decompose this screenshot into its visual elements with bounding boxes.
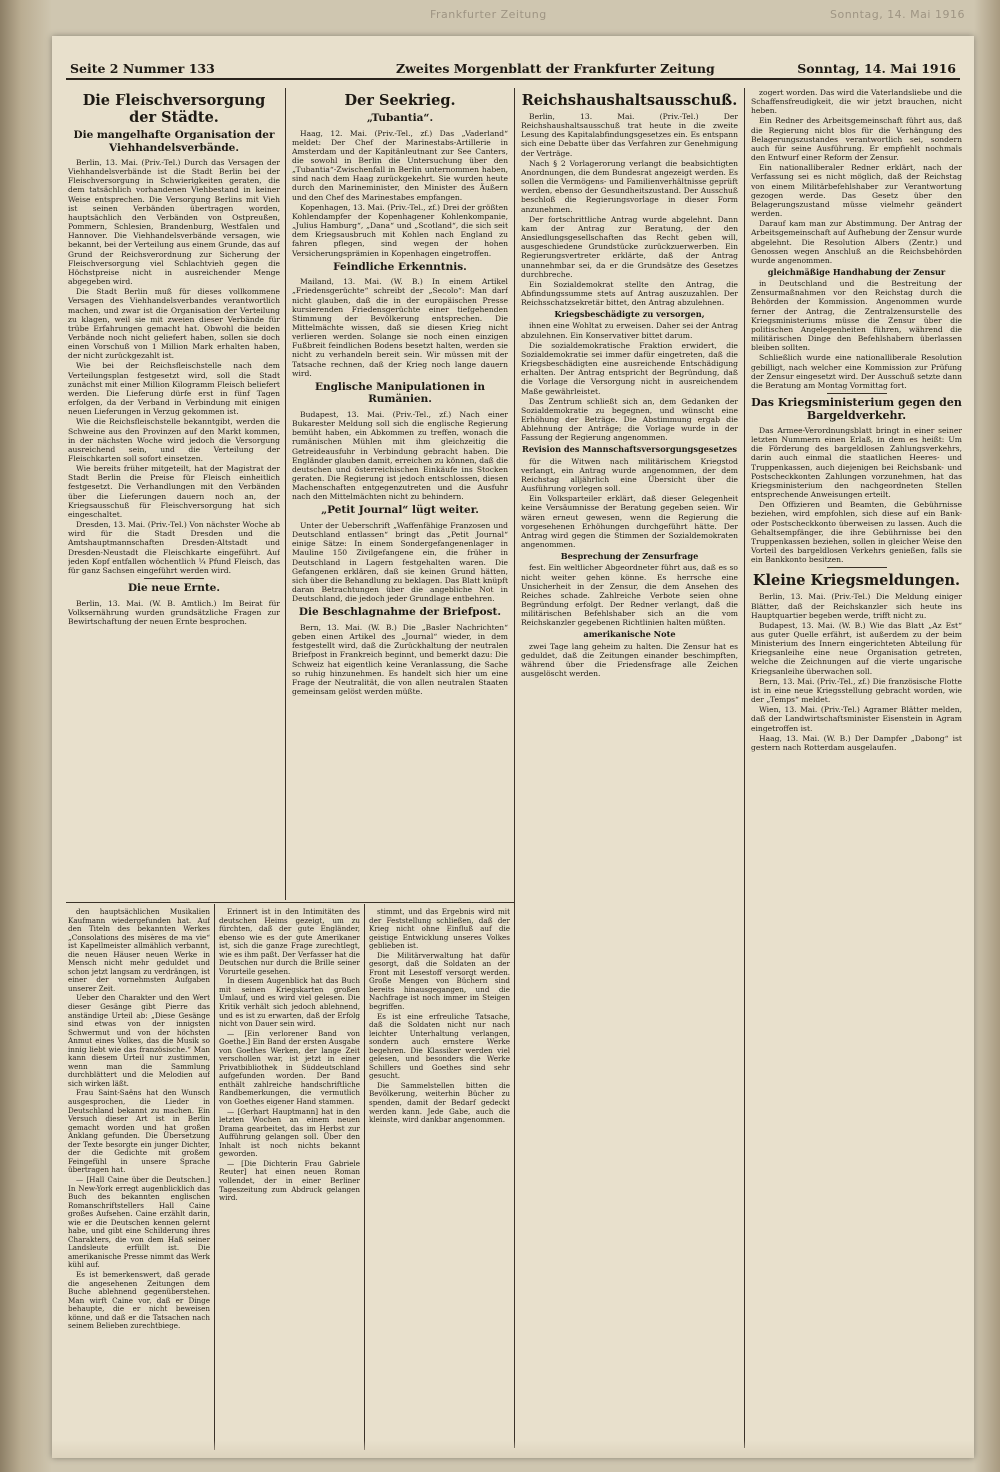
column-rule bbox=[364, 904, 365, 1450]
paragraph: — [Gerhart Hauptmann] hat in den letzten Wochen an einem neuen Drama gearbeitet, das im Herbst zur Aufführung gelangen soll. Über den Inhalt ist noch nichts bekannt geworden. bbox=[219, 1106, 360, 1159]
paragraph: Mailand, 13. Mai. (W. B.) In einem Artikel „Friedensgerüchte“ schreibt der „Secolo“: Man darf nicht glauben, daß die in der europäischen Presse kursierenden Friedensgerüchte einer tiefgehenden Stimmung der Bevölkerung entsprechen. Die Mittelmächte wissen, daß sie diesen Krieg nicht verlieren werden. Solange sie noch einen einzigen Fußbreit feindlichen Bodens besetzt halten, werden sie nicht zu verhandeln bereit sein. Wir müssen mit der Tatsache rechnen, daß der Krieg noch lange dauern wird. bbox=[292, 277, 508, 378]
paragraph: Berlin, 13. Mai. (Priv.-Tel.) Durch das Versagen der Viehhandelsverbände ist die Stadt Berlin bei der Fleischversorgung in Schwierigkeiten geraten, die dem tatsächlich vorhandenen Viehbestand in keiner Weise entsprechen. Die Versorgung Berlins mit Vieh ist seinen Verbänden übertragen worden, hauptsächlich den Verbänden von Ostpreußen, Pommern, Schlesien, Brandenburg, Westfalen und Hannover. Die Viehhandelsverbände versagen, wie bekannt, bei der Verteilung aus einem Grunde, das auf Grund der Reichsverordnung zur Sicherung der Fleischversorgung viel Schlachtvieh gegen die Höchstpreise nicht in ausreichender Menge abgegeben wird. bbox=[68, 158, 280, 287]
paragraph: Frau Saint-Saëns hat den Wunsch ausgesprochen, die Lieder in Deutschland bekannt zu machen. Ein Versuch dieser Art ist in Berlin gemacht worden und hat großen Anklang gefunden. Die Übersetzung der Texte besorgte ein junger Dichter, der die Gedichte mit großem Feingefühl in unsere Sprache übertragen hat. bbox=[68, 1088, 210, 1175]
section-heading: gleichmäßige Handhabung der Zensur bbox=[767, 266, 946, 277]
article-subhead: „Tubantia“. bbox=[366, 112, 434, 124]
separator bbox=[827, 393, 887, 394]
paragraph: Ein Volksparteiler erklärt, daß dieser Gelegenheit keine Versäumnisse der Beratung gegeben seien. Wir wären erneut gewesen, wenn die Regierung die vorgesehenen Erhöhungen durchgeführt hätte. Der Antrag wird gegen die Stimmen der Sozialdemokraten angenommen. bbox=[521, 494, 738, 550]
article-subhead: „Petit Journal“ lügt weiter. bbox=[321, 504, 479, 517]
paragraph: Berlin, 13. Mai. (W. B. Amtlich.) Im Beirat für Volksernährung wurden grundsätzliche Fragen zur Bewirtschaftung der neuen Ernte besprochen. bbox=[68, 598, 280, 626]
paragraph: — [Die Dichterin Frau Gabriele Reuter] hat einen neuen Roman vollendet, der in einer Berliner Tageszeitung zum Abdruck gelangen wird. bbox=[219, 1158, 360, 1203]
feuilleton-column-a bbox=[68, 908, 210, 1450]
newspaper-page bbox=[52, 36, 974, 1458]
column-rule bbox=[514, 88, 515, 1448]
paragraph: Ueber den Charakter und den Wert dieser Gesänge gibt Pierre das anständige Urteil ab: „Diese Gesänge sind etwas von der innigsten Schwermut und von der höchsten Anmut eines Volkes, das die Musik so innig liebt wie das französische.“ Man kann diesem Urteil nur zustimmen, wenn man die Sammlung durchblättert und die Melodien auf sich wirken läßt. bbox=[68, 993, 210, 1088]
paragraph: Die Militärverwaltung hat dafür gesorgt, daß die Soldaten an der Front mit Lesestoff versorgt werden. Große Mengen von Büchern sind bereits hinausgegangen, und die Nachfrage ist noch immer im Steigen begriffen. bbox=[369, 950, 510, 1012]
paragraph: Ein Sozialdemokrat stellte den Antrag, die Abfindungssumme stets auf Antrag auszuzahlen. Der Reichsschatzsekretär bittet, den Antrag abzulehnen. bbox=[521, 279, 738, 308]
section-heading: amerikanische Note bbox=[583, 629, 676, 640]
paragraph: fest. Ein weltlicher Abgeordneter führt aus, daß es so nicht weiter gehen könne. Es herrsche eine Unsicherheit in der Zensur, die dem Ansehen des Reiches schade. Zahlreiche Verbote seien ohne Begründung erfolgt. Der Redner verlangt, daß die militärischen Befehlshaber sich an die vom Reichskanzler gegebenen Richtlinien halten müßten. bbox=[521, 563, 738, 628]
paragraph: Wie die Reichsfleischstelle bekanntgibt, werden die Schweine aus den Provinzen auf den Markt kommen, in der nächsten Woche wird jedoch die Versorgung ausreichend sein, und die Verteilung der Fleischkarten soll sofort einsetzen. bbox=[68, 417, 280, 463]
article-subhead: Feindliche Erkenntnis. bbox=[333, 260, 467, 273]
article-subhead: Die neue Ernte. bbox=[127, 582, 221, 595]
separator bbox=[827, 567, 887, 568]
paragraph: Berlin, 13. Mai. (Priv.-Tel.) Die Meldung einiger Blätter, daß der Reichskanzler sich heute ins Hauptquartier begeben werde, trifft nicht zu. bbox=[751, 592, 962, 620]
paragraph: ihnen eine Wohltat zu erweisen. Daher sei der Antrag abzulehnen. Ein Konservativer bittet darum. bbox=[521, 321, 738, 340]
paragraph: Budapest, 13. Mai. (W. B.) Wie das Blatt „Az Est“ aus guter Quelle erfährt, ist außerdem zu der beim Ministerium des Innern eingerichteten Abteilung für Kriegsanleihe eine neue Organisation getreten, welche die Zeichnungen auf die vierte ungarische Kriegsanleihe überwachen soll. bbox=[751, 620, 962, 676]
paragraph: Darauf kam man zur Abstimmung. Der Antrag der Arbeitsgemeinschaft auf Aufhebung der Zensur wurde abgelehnt. Die Resolution Albers (Zentr.) und Genossen wegen Anschluß an die Reichsbehörden wurde angenommen. bbox=[751, 219, 962, 265]
paragraph: Das Zentrum schließt sich an, dem Gedanken der Sozialdemokratie zu begegnen, und wünscht eine Erhöhung der Beträge. Die Abstimmung ergab die Ablehnung der Anträge; die Vorlage wurde in der Fassung der Regierung angenommen. bbox=[521, 396, 738, 443]
section-heading: Besprechung der Zensurfrage bbox=[560, 551, 699, 562]
section-heading: Kriegsbeschädigte zu versorgen, bbox=[554, 309, 705, 320]
paragraph: Haag, 12. Mai. (Priv.-Tel., zf.) Das „Vaderland“ meldet: Der Chef der Marinestabs-Artillerie in Amsterdam und der Kapitänleutnant zur See Canters, die sowohl in Berlin die Untersuchung über den „Tubantia“-Zwischenfall in Berlin unternommen haben, sind nach dem Haag zurückgekehrt. Sie wurden heute durch den Marineminister, den Minister des Äußern und den Chef des Marinestabes empfangen. bbox=[292, 128, 508, 202]
article-subhead: Englische Manipulationen in Rumänien. bbox=[314, 380, 486, 406]
article-subhead: Die Beschlagnahme der Briefpost. bbox=[298, 606, 502, 619]
paragraph: den hauptsächlichen Musikalien Kaufmann wiedergefunden hat. Auf den Titeln des bekannten Werkes „Consolations des misères de ma vie“ ist Kapellmeister allmählich verbannt, die neuen Häuser neuen Werke in Mensch nicht mehr geduldet und schon jetzt langsam zu verdrängen, ist einer der vornehmsten Aufgaben unserer Zeit. bbox=[68, 908, 210, 993]
column-2 bbox=[292, 88, 508, 900]
page-header bbox=[66, 58, 960, 80]
masthead: Zweites Morgenblatt der Frankfurter Zeitung bbox=[396, 61, 715, 76]
column-4 bbox=[751, 88, 962, 1448]
page-edge bbox=[974, 0, 1000, 1472]
paragraph: Dresden, 13. Mai. (Priv.-Tel.) Von nächster Woche ab wird für die Stadt Dresden und die Amtshauptmannschaften Dresden-Altstadt und Dresden-Neustadt die Fleischkarte eingeführt. Auf jeden Kopf entfallen wöchentlich ¼ Pfund Fleisch, das für ganz Sachsen eingeführt werden wird. bbox=[68, 520, 280, 575]
feuilleton-column-b bbox=[219, 908, 360, 1450]
article-headline: Das Kriegsministerium gegen den Bargeldverkehr. bbox=[751, 396, 962, 422]
paragraph: für die Witwen nach militärischem Kriegstod verlangt, ein Antrag wurde angenommen, der dem Reichstag alljährlich eine Übersicht über die Ausführung vorlegen soll. bbox=[521, 456, 738, 494]
paragraph: In diesem Augenblick hat das Buch mit seinen Kriegskarten großen Umlauf, und es wird viel gelesen. Die Kritik verhält sich jedoch ablehnend, und es ist zu erwarten, daß der Erfolg nicht von Dauer sein wird. bbox=[219, 976, 360, 1029]
paragraph: Wie bei der Reichsfleischstelle nach dem Verteilungsplan festgesetzt wird, soll die Stadt zunächst mit einer Million Kilogramm Fleisch beliefert werden. Die Lieferung dürfe erst in fünf Tagen erfolgen, da der Verband in Verbindung mit einigen neuen Lieferungen in Verzug gekommen ist. bbox=[68, 361, 280, 417]
paragraph: Es ist eine erfreuliche Tatsache, daß die Soldaten nicht nur nach leichter Unterhaltung verlangen, sondern auch ernstere Werke begehren. Die Klassiker werden viel gelesen, und besonders die Werke Schillers und Goethes sind sehr gesucht. bbox=[369, 1011, 510, 1081]
paragraph: Wie bereits früher mitgeteilt, hat der Magistrat der Stadt Berlin die Preise für Fleisch einheitlich festgesetzt. Die Verhandlungen mit den Verbänden über die Lieferungen dauern noch an, der Kriegsausschuß für Fleischversorgung hat sich eingeschaltet. bbox=[68, 464, 280, 519]
paragraph: Die sozialdemokratische Fraktion erwidert, die Sozialdemokratie sei immer dafür eingetreten, daß die Kriegsbeschädigten eine ausreichende Entschädigung erhalten. Der Antrag entspricht der Begründung, daß die Vorlage die Versorgung nicht in ausreichendem Maße gewährleistet. bbox=[521, 340, 738, 396]
library-stamp-left: Frankfurter Zeitung bbox=[430, 8, 547, 21]
column-3 bbox=[521, 88, 738, 1448]
paragraph: Bern, 13. Mai. (W. B.) Die „Basler Nachrichten“ geben einen Artikel des „Journal“ wieder, in dem festgestellt wird, daß die Zurückhaltung der neutralen Briefpost in Frankreich beginnt, und bemerkt dazu: Die Schweiz hat eigentlich keine Veranlassung, die Sache so ruhig hinzunehmen. Es handelt sich hier um eine Frage der Neutralität, die von allen neutralen Staaten gemeinsam gelöst werden müßte. bbox=[292, 622, 508, 696]
paragraph: Kopenhagen, 13. Mai. (Priv.-Tel., zf.) Drei der größten Kohlendampfer der Kopenhagener Kohlenkompanie, „Julius Hamburg“, „Dana“ und „Scotland“, die sich seit dem Kriegsausbruch mit Kohlen nach England zu fahren pflegen, sind wegen der hohen Versicherungsprämien in Kopenhagen eingetroffen. bbox=[292, 202, 508, 258]
article-headline: Kleine Kriegsmeldungen. bbox=[752, 572, 961, 590]
feuilleton-rule bbox=[66, 902, 514, 903]
paragraph: Unter der Ueberschrift „Waffenfähige Franzosen und Deutschland entlassen“ bringt das „Petit Journal“ einige Sätze: In einem Sondergefangenenlager in Mauline 150 Zivilgefangene ein, die früher in Deutschland in Lagern festgehalten waren. Die Gefangenen erklären, daß sie keinen Grund hätten, sich über die Behandlung zu beklagen. Das Blatt knüpft daran Betrachtungen über die angebliche Not in Deutschland, die jedoch jeder Grundlage entbehren. bbox=[292, 520, 508, 604]
paragraph: Der fortschrittliche Antrag wurde abgelehnt. Dann kam der Antrag zur Beratung, der den Ansiedlungsgesellschaften das Recht geben will, ausgeschiedene Grundstücke zurückzuerwerben. Ein Regierungsvertreter erklärte, daß der Antrag unannehmbar sei, da er die Grundsätze des Gesetzes durchbreche. bbox=[521, 214, 738, 279]
article-headline: Die Fleischversorgung der Städte. bbox=[82, 92, 266, 126]
column-1 bbox=[68, 88, 280, 900]
paragraph: Bern, 13. Mai. (Priv.-Tel., zf.) Die französische Flotte ist in eine neue Kriegsstellung gebracht worden, wie der „Temps“ meldet. bbox=[751, 676, 962, 705]
separator bbox=[144, 578, 204, 579]
article-headline: Reichshaushaltsausschuß. bbox=[521, 92, 738, 109]
paragraph: Erinnert ist in den Intimitäten des deutschen Heims gezeigt, um zu fürchten, daß der gute Engländer, ebenso wie es der gute Amerikaner ist, sich die ganze Frage zurechtlegt, wie es ihm paßt. Der Verfasser hat die Deutschen nur durch die Brille seiner Vorurteile gesehen. bbox=[219, 908, 360, 976]
paragraph: Ein Redner des Arbeitsgemeinschaft führt aus, daß die Regierung nicht blos für die Verhängung des Belagerungszustandes verantwortlich sei, sondern auch für seine Ausführung. Er empfiehlt nochmals den Entwurf einer Reform der Zensur. bbox=[751, 116, 962, 163]
paragraph: Die Stadt Berlin muß für dieses vollkommene Versagen des Viehhandelsverbandes verantwortlich machen, und zwar ist die Organisation der Verteilung zu klagen, weil sie mit zweien dieser Verbände für trübe Erfahrungen gemacht hat. Obwohl die beiden Verbände noch nicht geliefert haben, sollen sie doch einen Vorschuß von 1 Million Mark erhalten haben, der nicht zurückgezahlt ist. bbox=[68, 287, 280, 361]
page-bottom-shade bbox=[52, 1440, 974, 1458]
paragraph: Ein nationalliberaler Redner erklärt, nach der Verfassung sei es nicht möglich, daß der Reichstag von einem Militärbefehlshaber zur Verantwortung gezogen werde. Das Gesetz über den Belagerungszustand müsse vielmehr geändert werden. bbox=[751, 163, 962, 219]
paragraph: — [Ein verlorener Band von Goethe.] Ein Band der ersten Ausgabe von Goethes Werken, der lange Zeit verschollen war, ist jetzt in einer Privatbibliothek in Süddeutschland aufgefunden worden. Der Band enthält zahlreiche handschriftliche Randbemerkungen, die vermutlich von Goethes eigener Hand stammen. bbox=[219, 1028, 360, 1107]
paragraph: Es ist bemerkenswert, daß gerade die angesehenen Zeitungen dem Buche ablehnend gegenüberstehen. Man wirft Caine vor, daß er Dinge behaupte, die er nicht beweisen könne, und daß er die Tatsachen nach seinem Belieben zurechtbiege. bbox=[68, 1269, 210, 1331]
paragraph: — [Hall Caine über die Deutschen.] In New-York erregt augenblicklich das Buch des bekannten englischen Romanschriftstellers Hall Caine großes Aufsehen. Caine erzählt darin, wie er die Deutschen kennen gelernt habe, und gibt eine Schilderung ihres Charakters, die von dem Haß seiner Landsleute erfüllt ist. Die amerikanische Presse nimmt das Werk kühl auf. bbox=[68, 1174, 210, 1270]
article-subhead: Die mangelhafte Organisation der Viehhandelsverbände. bbox=[73, 129, 275, 154]
paragraph: in Deutschland und die Bestreitung der Zensurmaßnahmen vor den Reichstag durch die Behörden der Kommission. Angenommen wurde ferner der Antrag, die Zentralzensurstelle des Kriegsministeriums müsse die Zensur über die politischen Angelegenheiten führen, während die militärischen Dinge den Befehlshabern überlassen bleiben sollten. bbox=[751, 279, 962, 353]
library-stamp-right: Sonntag, 14. Mai 1916 bbox=[830, 8, 965, 21]
paragraph: Nach § 2 Vorlagerorung verlangt die beabsichtigten Anordnungen, die dem Bundesrat angezeigt werden. Es sollen die Vermögens- und Familienverhältnisse geprüft werden, ebenso der Gesundheitszustand. Der Ausschuß beschloß die Regierungsvorlage in dieser Form anzunehmen. bbox=[521, 158, 738, 214]
paragraph: Haag, 13. Mai. (W. B.) Der Dampfer „Dabong“ ist gestern nach Rotterdam ausgelaufen. bbox=[751, 733, 962, 752]
paragraph: stimmt, und das Ergebnis wird mit der Feststellung schließen, daß der Krieg nicht ohne Einfluß auf die geistige Entwicklung unseres Volkes geblieben ist. bbox=[369, 908, 510, 951]
column-rule bbox=[285, 88, 286, 900]
paragraph: zogert worden. Das wird die Vaterlandsliebe und die Schaffensfreudigkeit, die wir jetzt brauchen, nicht heben. bbox=[751, 88, 962, 116]
paragraph: Berlin, 13. Mai. (Priv.-Tel.) Der Reichshaushaltsausschuß trat heute in die zweite Lesung des Kapitalabfindungsgesetzes ein. Es entspann sich eine Debatte über das Verfahren zur Genehmigung der Verträge. bbox=[521, 112, 738, 158]
paragraph: Schließlich wurde eine nationalliberale Resolution gebilligt, nach welcher eine Kommission zur Prüfung der Zensur eingesetzt wird. Der Ausschuß setzte dann die Beratung am Montag Vormittag fort. bbox=[751, 353, 962, 390]
paragraph: Budapest, 13. Mai. (Priv.-Tel., zf.) Nach einer Bukarester Meldung soll sich die englische Regierung bemüht haben, ein Abkommen zu treffen, wonach die rumänischen Mühlen mit ihm gleichzeitig die Getreideausfuhr in Verbindung gebracht haben. Die Engländer glauben damit, erreichen zu können, daß die deutschen und österreichischen Einkäufe ins Stocken geraten. Die Regierung ist jedoch entschlossen, diesen Machenschaften entgegenzutreten und die Ausfuhr nach den Mittelmächten nicht zu behindern. bbox=[292, 409, 508, 502]
book-binding-edge bbox=[0, 0, 52, 1472]
section-heading: Revision des Mannschaftsversorgungsgesetzes bbox=[522, 444, 737, 455]
column-rule bbox=[214, 904, 215, 1450]
issue-date: Sonntag, 14. Mai 1916 bbox=[797, 61, 956, 76]
article-headline: Der Seekrieg. bbox=[344, 92, 456, 109]
paragraph: Die Sammelstellen bitten die Bevölkerung, weiterhin Bücher zu spenden, damit der Bedarf gedeckt werden kann. Jede Gabe, auch die kleinste, wird dankbar angenommen. bbox=[369, 1080, 510, 1125]
feuilleton-column-c bbox=[369, 908, 510, 1450]
column-rule bbox=[744, 88, 745, 1448]
paragraph: Wien, 13. Mai. (Priv.-Tel.) Agramer Blätter melden, daß der Landwirtschaftsminister Eisenstein in Agram eingetroffen ist. bbox=[751, 705, 962, 733]
paragraph: Den Offizieren und Beamten, die Gebührnisse beziehen, wird empfohlen, sich diese auf ein Bank- oder Postscheckkonto überweisen zu lassen. Auch die Gehaltsempfänger, die ihre Gebührnisse bei den Truppenkassen beziehen, sollen in gleicher Weise den Vorteil des bargeldlosen Verkehrs genießen, falls sie ein Bankkonto besitzen. bbox=[751, 500, 962, 565]
paragraph: Das Armee-Verordnungsblatt bringt in einer seiner letzten Nummern einen Erlaß, in dem es heißt: Um die Förderung des bargeldlosen Zahlungsverkehrs, darin auch einmal die staatlichen Heeres- und Truppenkassen, auch diejenigen bei Reichsbank- und Postscheckkonten Zahlungen vorzunehmen, hat das Kriegsministerium den nachgeordneten Stellen entsprechende Anweisungen erteilt. bbox=[751, 426, 962, 500]
paragraph: zwei Tage lang geheim zu halten. Die Zensur hat es geduldet, daß die Zeitungen einander beschimpften, während über die Friedensfrage alle Zeichen ausgelöscht werden. bbox=[521, 641, 738, 679]
page-number: Seite 2 Nummer 133 bbox=[70, 61, 215, 76]
